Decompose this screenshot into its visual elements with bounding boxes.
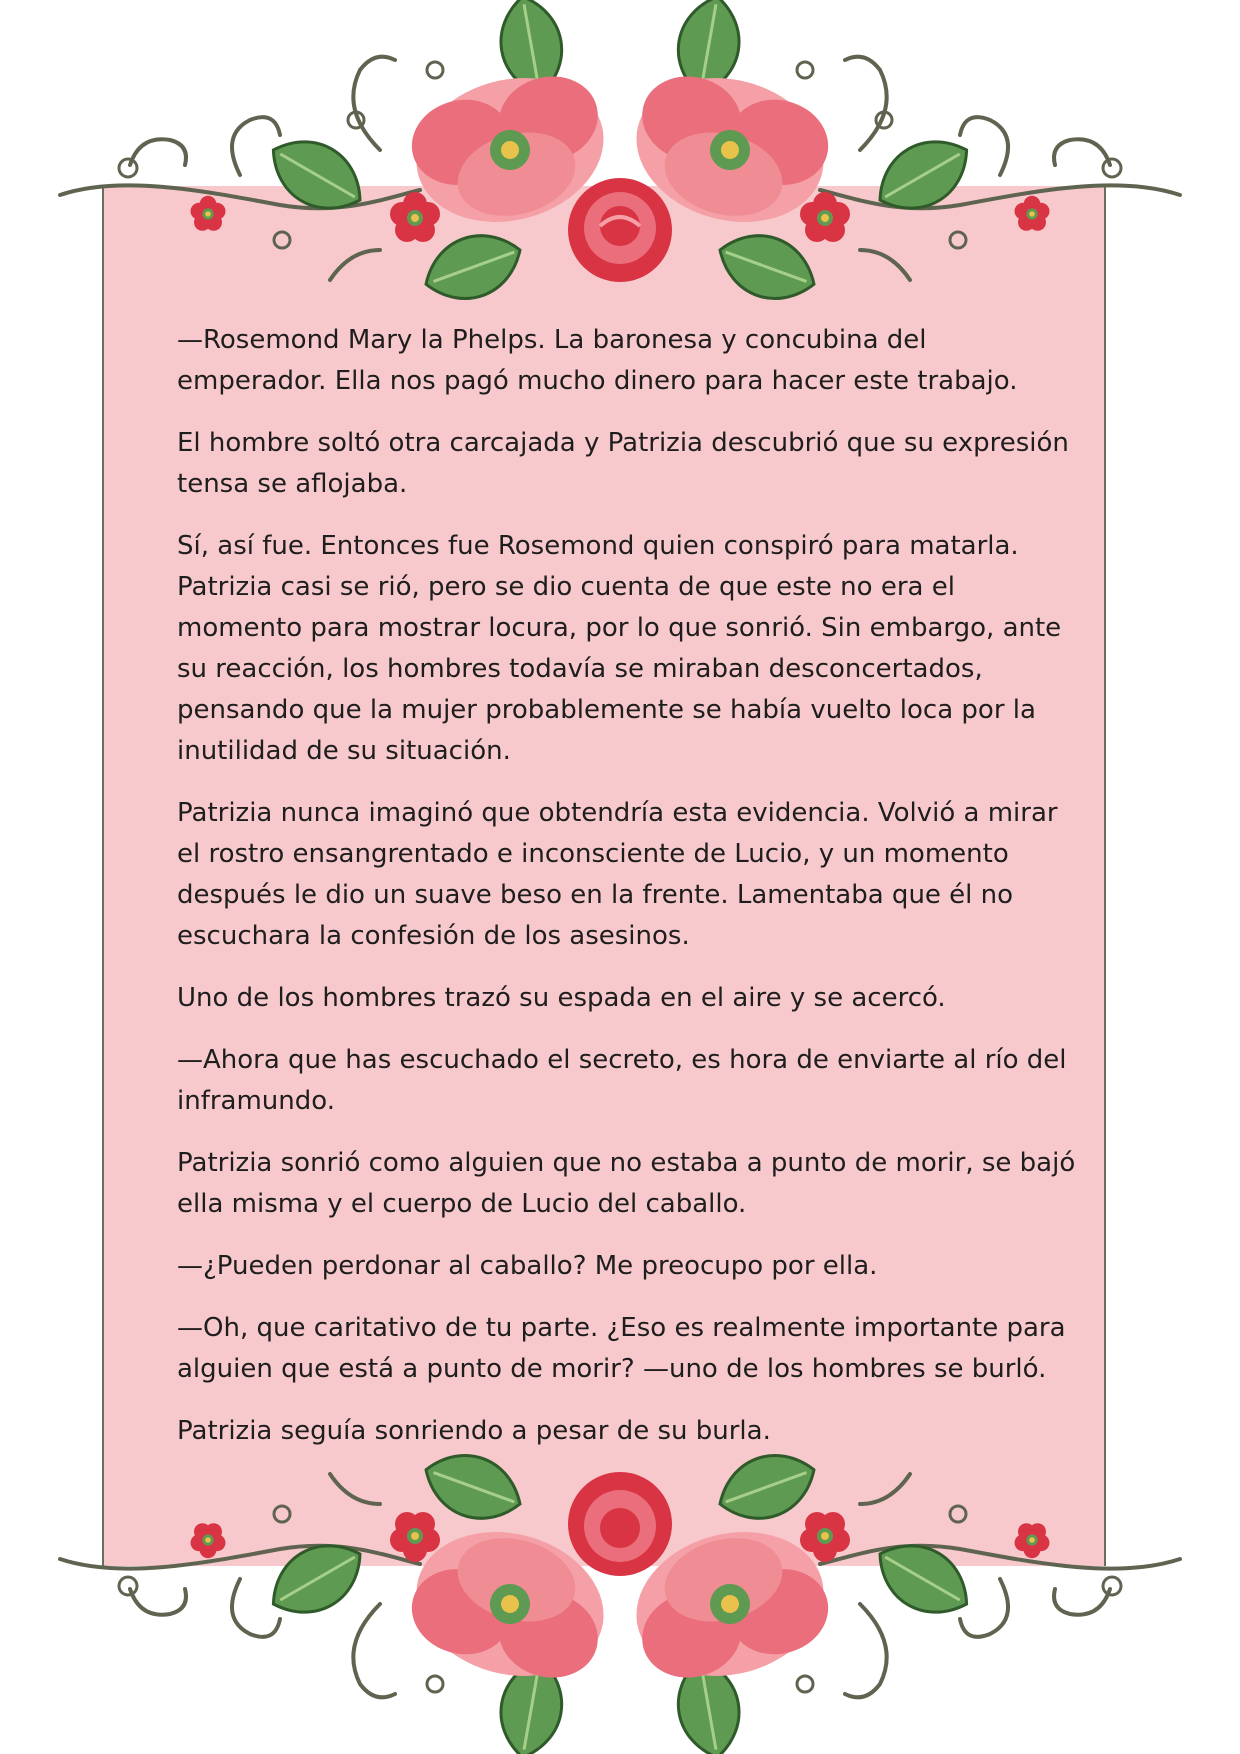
paragraph: Patrizia nunca imaginó que obtendría esta evidencia. Volvió a mirar el rostro ensangrentado e inconsciente de Lucio, y un momento después le dio un suave beso en la frente. Lamentaba que él no escuchara la confesión de los asesinos. <box>177 798 1058 951</box>
paragraph: Patrizia seguía sonriendo a pesar de su burla. <box>177 1416 771 1446</box>
paragraph: —Rosemond Mary la Phelps. La baronesa y concubina del emperador. Ella nos pagó mucho dinero para hacer este trabajo. <box>177 325 1018 396</box>
paragraph: —Ahora que has escuchado el secreto, es hora de enviarte al río del inframundo. <box>177 1045 1067 1116</box>
paragraph: El hombre soltó otra carcajada y Patrizia descubrió que su expresión tensa se aflojaba. <box>177 428 1069 499</box>
paragraph: Sí, así fue. Entonces fue Rosemond quien conspiró para matarla. Patrizia casi se rió, pero se dio cuenta de que este no era el momento para mostrar locura, por lo que sonrió. Sin embargo, ante su reacción, los hombres todavía se miraban desconcertados, pensando que la mujer probablemente se había vuelto loca por la inutilidad de su situación. <box>177 531 1062 766</box>
story-text <box>177 320 1077 1473</box>
paragraph: —Oh, que caritativo de tu parte. ¿Eso es realmente importante para alguien que está a punto de morir? —uno de los hombres se burló. <box>177 1313 1066 1384</box>
floral-top-decoration-icon <box>0 0 1240 320</box>
paragraph: —¿Pueden perdonar al caballo? Me preocupo por ella. <box>177 1251 878 1281</box>
paragraph: Patrizia sonrió como alguien que no estaba a punto de morir, se bajó ella misma y el cuerpo de Lucio del caballo. <box>177 1148 1076 1219</box>
paragraph: Uno de los hombres trazó su espada en el aire y se acercó. <box>177 983 946 1013</box>
